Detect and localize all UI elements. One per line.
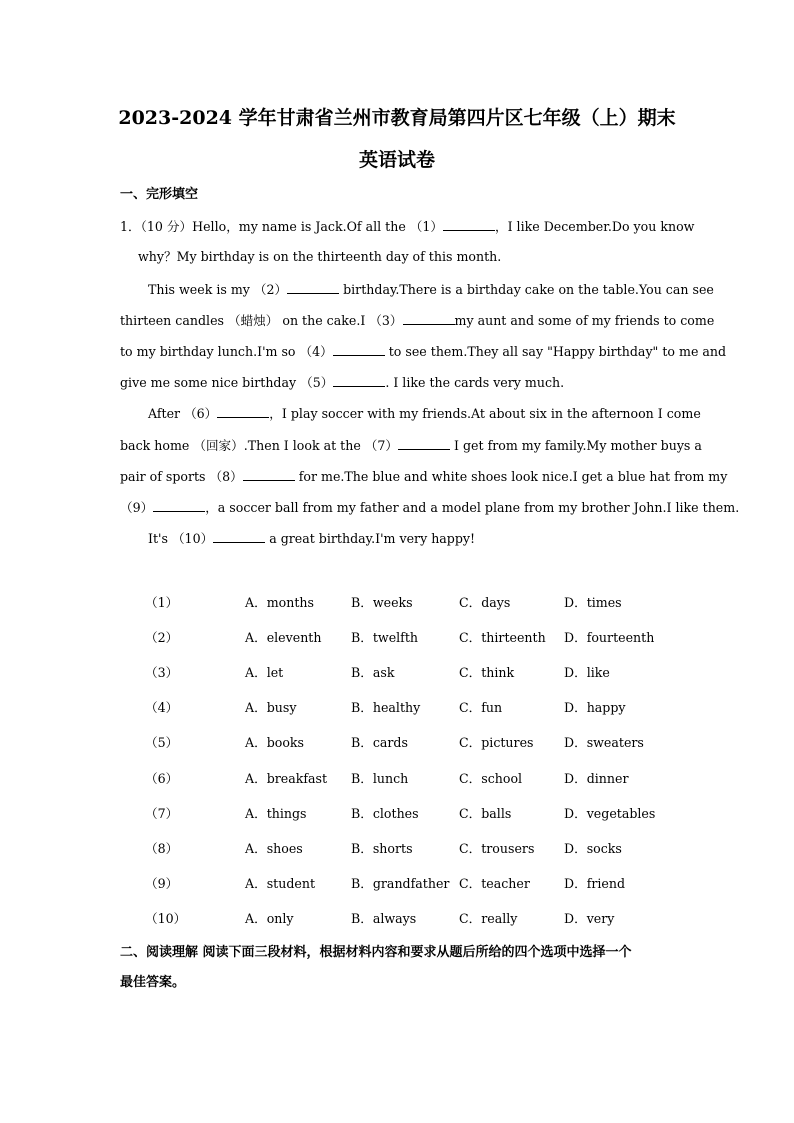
passage-line-4: thirteen candles （蜡烛） on the cake.I （3） my aunt and some of my friends to come: [120, 310, 675, 331]
section-2-heading-continued: 最佳答案。: [120, 975, 186, 990]
passage-line-1: 1．（10 分）Hello，my name is Jack.Of all the （1） ，I like December.Do you know: [120, 216, 675, 237]
blank-2: [287, 279, 339, 294]
blank-9: [153, 497, 205, 512]
option-row: （4） A．busy B．healthy C．fun D．happy: [145, 700, 626, 715]
option-row: （8） A．shoes B．shorts C．trousers D．socks: [145, 841, 622, 856]
passage-line-11: It's （10） a great birthday.I'm very happy!: [148, 528, 675, 549]
blank-4: [333, 341, 385, 356]
blank-1: [443, 216, 495, 231]
blank-6: [217, 403, 269, 418]
passage-line-9: pair of sports （8） for me.The blue and white shoes look nice.I get a blue hat from my: [120, 466, 675, 487]
blank-3: [403, 310, 455, 325]
section-2-heading: 二、阅读理解 阅读下面三段材料，根据材料内容和要求从题后所给的四个选项中选择一个: [120, 945, 632, 960]
passage-line-6: give me some nice birthday （5） . I like the cards very much.: [120, 372, 675, 393]
option-row: （6） A．breakfast B．lunch C．school D．dinner: [145, 771, 629, 786]
option-row: （2） A．eleventh B．twelfth C．thirteenth D．fourteenth: [145, 630, 655, 645]
option-row: （10） A．only B．always C．really D．very: [145, 911, 615, 926]
passage-line-3: This week is my （2） birthday.There is a birthday cake on the table.You can see: [148, 279, 675, 300]
passage-line-7: After （6） ，I play soccer with my friends.At about six in the afternoon I come: [148, 403, 675, 424]
blank-10: [213, 528, 265, 543]
option-row: （7） A．things B．clothes C．balls D．vegetables: [145, 806, 656, 821]
passage-line-10: （9） ，a soccer ball from my father and a model plane from my brother John.I like them.: [120, 497, 675, 518]
option-row: （9） A．student B．grandfather C．teacher D．friend: [145, 876, 626, 891]
exam-title-line-2: 英语试卷: [358, 149, 435, 171]
option-row: （1） A．months B．weeks C．days D．times: [145, 595, 622, 610]
blank-5: [333, 372, 385, 387]
passage-line-8: back home （回家）.Then I look at the （7） I get from my family.My mother buys a: [120, 435, 675, 456]
option-row: （5） A．books B．cards C．pictures D．sweaters: [145, 735, 644, 750]
section-1-heading: 一、完形填空: [120, 187, 199, 202]
passage-line-5: to my birthday lunch.I'm so （4） to see them.They all say "Happy birthday" to me and: [120, 341, 675, 362]
blank-7: [398, 435, 450, 450]
passage-line-2: why？My birthday is on the thirteenth day of this month.: [138, 249, 502, 264]
option-row: （3） A．let B．ask C．think D．like: [145, 665, 610, 680]
blank-8: [243, 466, 295, 481]
exam-title-line-1: 2023-2024 学年甘肃省兰州市教育局第四片区七年级（上）期末: [118, 107, 676, 129]
